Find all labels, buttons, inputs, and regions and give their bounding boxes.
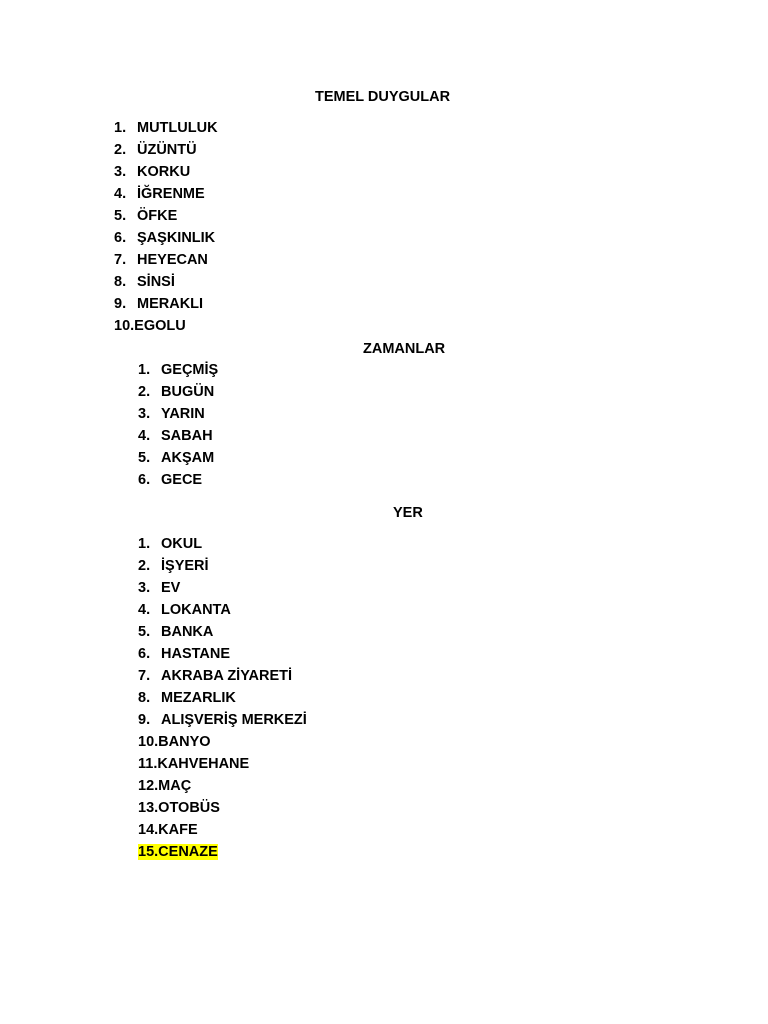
- highlight-mark: 15.CENAZE: [138, 844, 218, 860]
- list-item: 5. ÖFKE: [114, 208, 178, 224]
- list-item: 10.EGOLU: [114, 318, 186, 334]
- list-item: 2. BUGÜN: [138, 384, 215, 400]
- list-item: 3. YARIN: [138, 406, 205, 422]
- list-item: 2. ÜZÜNTÜ: [114, 142, 197, 158]
- list-item: 13.OTOBÜS: [138, 800, 220, 816]
- list-item: 12.MAÇ: [138, 778, 192, 794]
- list-item: 8. SİNSİ: [114, 274, 175, 290]
- list-item: 3. EV: [138, 580, 181, 596]
- list-item-highlighted: [138, 841, 307, 863]
- list-item: 7. HEYECAN: [114, 252, 208, 268]
- list-temel-duygular: [114, 117, 218, 337]
- list-item: 1. GEÇMİŞ: [138, 362, 219, 378]
- heading-temel-duygular: TEMEL DUYGULAR: [315, 89, 451, 105]
- list-item: 6. HASTANE: [138, 646, 231, 662]
- list-item: 3. KORKU: [114, 164, 191, 180]
- list-item: 1. MUTLULUK: [114, 120, 218, 136]
- heading-yer: YER: [393, 505, 423, 521]
- list-item: 9. ALIŞVERİŞ MERKEZİ: [138, 712, 307, 728]
- list-yer: [138, 533, 307, 863]
- list-item: 5. AKŞAM: [138, 450, 215, 466]
- list-item: 6. GECE: [138, 472, 203, 488]
- heading-zamanlar: ZAMANLAR: [363, 341, 446, 357]
- list-item: 5. BANKA: [138, 624, 214, 640]
- list-item: 6. ŞAŞKINLIK: [114, 230, 216, 246]
- list-item: 7. AKRABA ZİYARETİ: [138, 668, 293, 684]
- list-item: 4. SABAH: [138, 428, 213, 444]
- list-item: 10.BANYO: [138, 734, 211, 750]
- list-item: 1. OKUL: [138, 536, 203, 552]
- list-zamanlar: [138, 359, 218, 491]
- list-item: 14.KAFE: [138, 822, 198, 838]
- list-item: 8. MEZARLIK: [138, 690, 236, 706]
- list-item: 4. LOKANTA: [138, 602, 231, 618]
- list-item: 9. MERAKLI: [114, 296, 204, 312]
- list-item: 2. İŞYERİ: [138, 558, 209, 574]
- list-item: 11.KAHVEHANE: [138, 756, 250, 772]
- list-item: 4. İĞRENME: [114, 186, 205, 202]
